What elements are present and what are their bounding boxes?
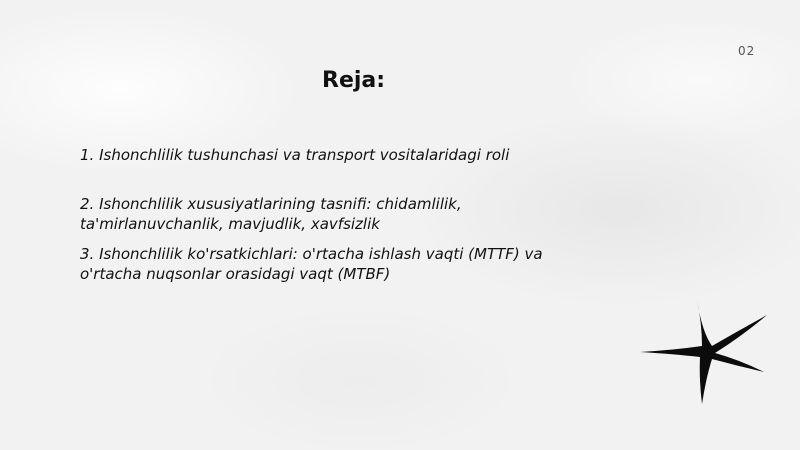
page-number: 02: [738, 44, 756, 58]
slide-title: Reja:: [322, 68, 386, 93]
four-point-star-icon: [636, 294, 770, 408]
list-item: [80, 244, 560, 284]
list-item-line: o'rtacha nuqsonlar orasidagi vaqt (MTBF): [80, 265, 391, 283]
list-item-line: 3. Ishonchlilik ko'rsatkichlari: o'rtacha ishlash vaqti (MTTF) va: [80, 245, 543, 263]
list-item: [80, 194, 560, 234]
list-item-line: 2. Ishonchlilik xususiyatlarining tasnifi: chidamlilik,: [80, 195, 462, 213]
list-item-line: 1. Ishonchlilik tushunchasi va transport vositalaridagi roli: [80, 146, 510, 164]
list-item: [80, 145, 560, 165]
list-item-line: ta'mirlanuvchanlik, mavjudlik, xavfsizlik: [80, 215, 380, 233]
